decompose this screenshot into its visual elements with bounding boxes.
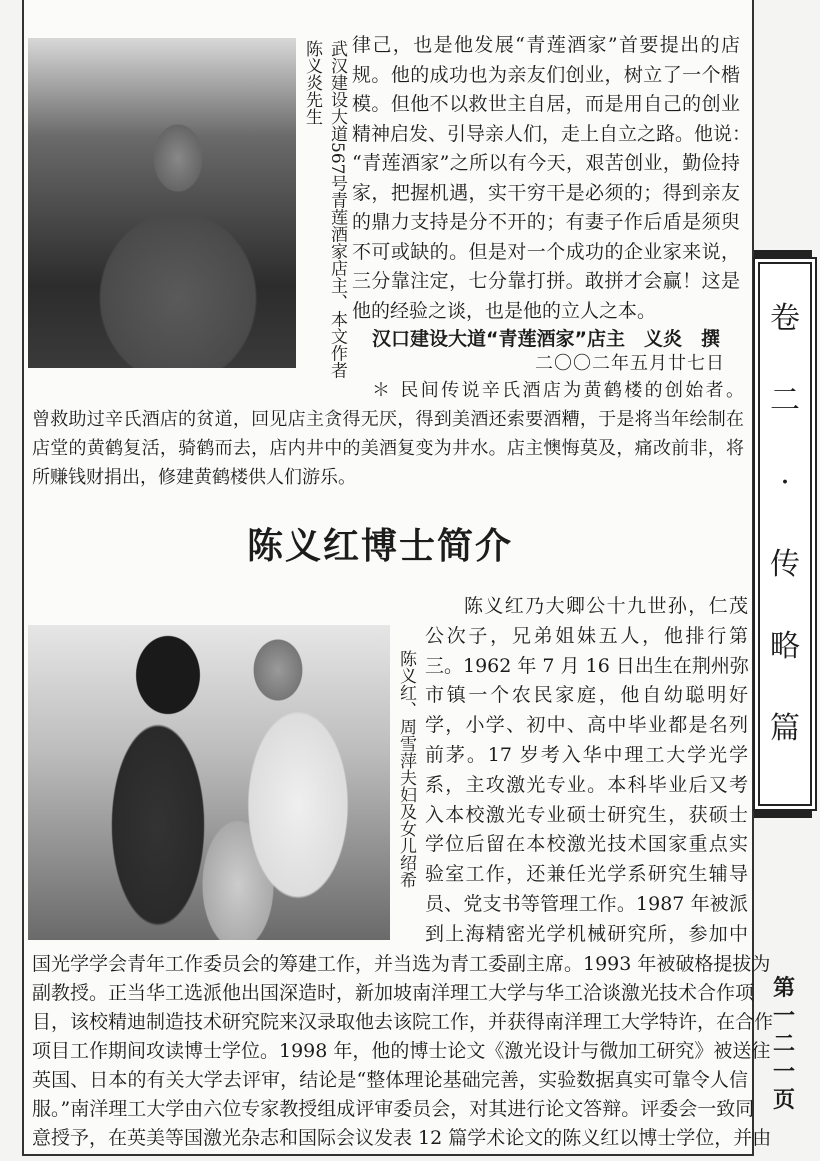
text-line: 学，小学、初中、高中毕业都是名列	[425, 714, 748, 737]
author-signature: 汉口建设大道“青莲酒家”店主 义炎 撰	[372, 328, 720, 350]
text-line: “青莲酒家”之所以有今天，艰苦创业，勤俭持	[352, 152, 740, 174]
tab-bottom-bar	[754, 811, 812, 818]
text-line: 市镇一个农民家庭，他自幼聪明好	[425, 684, 748, 707]
text-line: 服。”南洋理工大学由六位专家教授组成评审委员会，对其进行论文答辩。评委会一致同	[32, 1098, 755, 1120]
page-number-char: 二	[772, 1032, 795, 1057]
text-line: 验室工作，还兼任光学系研究生辅导	[425, 863, 748, 886]
chapter-side-tab	[758, 262, 812, 806]
chapter-label-char: ·	[780, 465, 790, 500]
text-line: 三。1962 年 7 月 16 日出生在荆州弥	[425, 654, 749, 677]
chapter-label-char: 篇	[770, 711, 800, 746]
chapter-label	[760, 301, 810, 796]
page-number-char: 页	[772, 1088, 795, 1113]
text-line: 入本校激光专业硕士研究生，获硕士	[425, 803, 748, 826]
text-line: 学位后留在本校激光技术国家重点实	[425, 833, 748, 856]
text-line: 模。但他不以救世主自居，而是用自己的创业	[352, 93, 740, 115]
family-photo-caption: 陈义红、周雪萍夫妇及女儿绍希	[396, 650, 416, 888]
footnote-line: 店堂的黄鹤复活，骑鹤而去，店内井中的美酒复变为井水。店主懊悔莫及，痛改前非，将	[32, 438, 744, 459]
chapter-label-char: 略	[770, 629, 800, 664]
page-number-char: 第	[772, 976, 795, 1001]
page-number-char: 一	[772, 1060, 795, 1085]
tab-top-bar	[754, 250, 812, 257]
portrait-photo-chen-yiyan	[28, 38, 296, 368]
article-title: 陈义红博士简介	[246, 526, 513, 567]
text-line: 公次子，兄弟姐妹五人，他排行第	[425, 624, 748, 647]
text-line: 意授予，在英美等国激光杂志和国际会议发表 12 篇学术论文的陈义红以博士学位，并由	[32, 1127, 772, 1149]
text-line: 项目工作期间攻读博士学位。1998 年，他的博士论文《激光设计与微加工研究》被送往	[32, 1040, 771, 1062]
text-line: 副教授。正当华工选派他出国深造时，新加坡南洋理工大学与华工洽谈激光技术合作项	[32, 982, 755, 1004]
text-line: 不可或缺的。但是对一个成功的企业家来说，	[352, 240, 740, 263]
footnote-line: 所赚钱财捐出，修建黄鹤楼供人们游乐。	[32, 467, 356, 488]
text-line: 规。他的成功也为亲友们创业，树立了一个楷	[352, 63, 740, 86]
text-line: 系，主攻激光专业。本科毕业后又考	[425, 773, 748, 796]
text-line: 的鼎力支持是分不开的；有妻子作后盾是须臾	[352, 211, 740, 233]
footnote-line: 曾救助过辛氏酒店的贫道，回见店主贪得无厌，得到美酒还索要酒糟，于是将当年绘制在	[32, 409, 744, 430]
text-line: 国光学学会青年工作委员会的筹建工作，并当选为青工委副主席。1993 年被破格提拔为	[32, 953, 771, 975]
photo-caption-detail: 武汉建设大道567号青莲酒家店主、本文作者	[327, 40, 347, 379]
article-date: 二〇〇二年五月廿七日	[535, 353, 725, 374]
text-line: 到上海精密光学机械研究所，参加中	[425, 922, 748, 945]
page-number	[766, 975, 802, 1115]
text-line: 员、党支书等管理工作。1987 年被派	[425, 893, 748, 915]
chapter-label-char: 传	[770, 547, 800, 582]
photo-caption-name: 陈义炎先生	[302, 40, 322, 125]
chapter-label-char: 二	[770, 383, 800, 418]
page-number-char: 一	[772, 1004, 795, 1029]
text-line: 英国、日本的有关大学去评审，结论是“整体理论基础完善，实验数据真实可靠令人信	[32, 1069, 748, 1091]
text-line: 家，把握机遇，实干穷干是必须的；得到亲友	[352, 181, 740, 204]
family-photo	[28, 625, 390, 940]
text-line: 三分靠注定，七分靠打拼。敢拼才会赢！这是	[352, 270, 740, 292]
text-line: 精神启发、引导亲人们，走上自立之路。他说：	[352, 122, 752, 145]
text-line: 陈义红乃大卿公十九世孙，仁茂	[464, 595, 748, 617]
text-line: 他的经验之谈，也是他的立人之本。	[352, 299, 657, 322]
text-line: 目，该校精迪制造技术研究院来汉录取他去该院工作，并获得南洋理工大学特许，在合作	[32, 1011, 774, 1033]
text-line: 律己，也是他发展“青莲酒家”首要提出的店	[352, 34, 740, 56]
text-line: 前茅。17 岁考入华中理工大学光学	[425, 744, 748, 766]
chapter-label-char: 卷	[770, 301, 800, 336]
footnote-line: ＊ 民间传说辛氏酒店为黄鹤楼的创始者。	[372, 380, 744, 401]
